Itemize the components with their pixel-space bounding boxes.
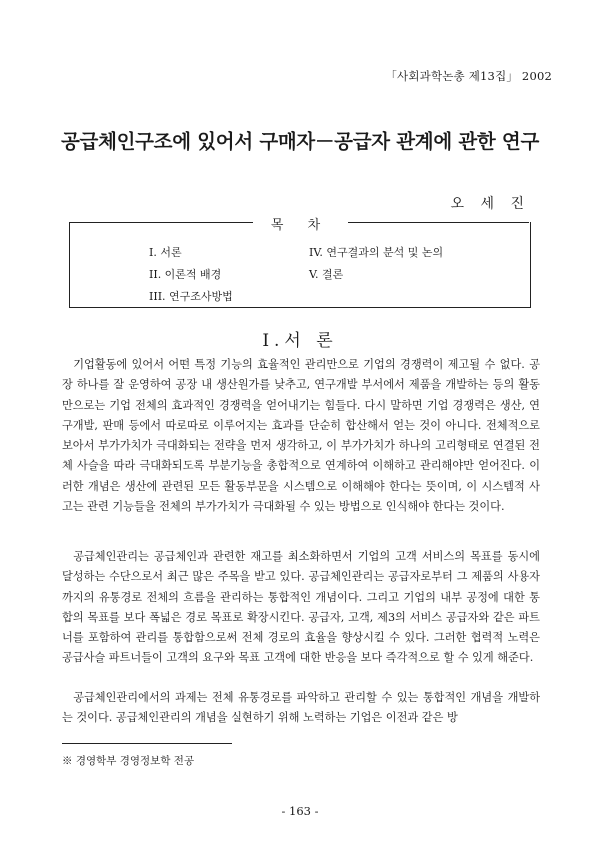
journal-header: 「사회과학논총 제13집」 2002: [385, 69, 552, 83]
toc-heading: 목 차: [270, 218, 331, 233]
footnote-divider: [62, 743, 232, 744]
page-number: - 163 -: [281, 804, 319, 818]
toc-rule-left: [69, 222, 253, 223]
author-name: 오 세 진: [450, 196, 530, 212]
toc-item: I. 서론: [149, 246, 182, 259]
toc-item: V. 결론: [309, 268, 344, 281]
footnote: ※ 경영학부 경영정보학 전공: [62, 755, 195, 767]
body-paragraph: 공급체인관리는 공급체인과 관련한 재고를 최소화하면서 기업의 고객 서비스의 목표를 동시에 달성하는 수단으로서 최근 많은 주목을 받고 있다. 공급체인관리는 공급자로부터 그 제품의 사용자까지의 유통경로 전체의 흐름을 관리하는 통합적인 개념이다. 그리고 기업의 내부 공정에 대한 통합의 목표를 보다 폭넓은 경로 목표로 확장시킨다. 공급자, 고객, 제3의 서비스 공급자와 같은 파트너를 포함하여 관리를 통합함으로써 전체 경로의 효율을 향상시킬 수 있다. 그러한 협력적 노력은 공급사슬 파트너들이 고객의 요구와 목표 고객에 대한 반응을 보다 즉각적으로 할 수 있게 해준다.: [62, 550, 540, 665]
toc-item: IV. 연구결과의 분석 및 논의: [309, 246, 444, 259]
paper-title: 공급체인구조에 있어서 구매자－공급자 관계에 관한 연구: [61, 130, 539, 153]
body-paragraph: 공급체인관리에서의 과제는 전체 유통경로를 파악하고 관리할 수 있는 통합적인 개념을 개발하는 것이다. 공급체인관리의 개념을 실현하기 위해 노력하는 기업은 이전과 같은 방: [62, 691, 540, 725]
toc-item: II. 이론적 배경: [149, 268, 222, 281]
toc-border: [69, 222, 531, 308]
section-title: I.서 론: [262, 331, 338, 351]
toc-rule-right: [348, 222, 529, 223]
toc-item: III. 연구조사방법: [149, 290, 233, 303]
body-paragraph: 기업활동에 있어서 어떤 특정 기능의 효율적인 관리만으로 기업의 경쟁력이 제고될 수 없다. 공장 하나를 잘 운영하여 공장 내 생산원가를 낮추고, 연구개발 부서에서 제품을 개발하는 등의 활동만으로는 기업 전체의 효과적인 경쟁력을 얻어내기는 힘들다. 다시 말하면 기업 경쟁력은 생산, 연구개발, 판매 등에서 따로따로 이루어지는 효과를 단순히 합산해서 얻는 것이 아니다. 전체적으로 보아서 부가가치가 극대화되는 전략을 먼저 생각하고, 이 부가가치가 하나의 고리형태로 연결된 전체 사슬을 따라 극대화되도록 부분기능을 총합적으로 연계하여 이해하고 관리해야만 얻어진다. 이러한 개념은 생산에 관련된 모든 활동부문을 시스템으로 이해해야 한다는 뜻이며, 이 시스템적 사고는 관련 기능들을 전체의 부가가치가 극대화될 수 있는 방법으로 인식해야 한다는 것이다.: [62, 358, 540, 514]
